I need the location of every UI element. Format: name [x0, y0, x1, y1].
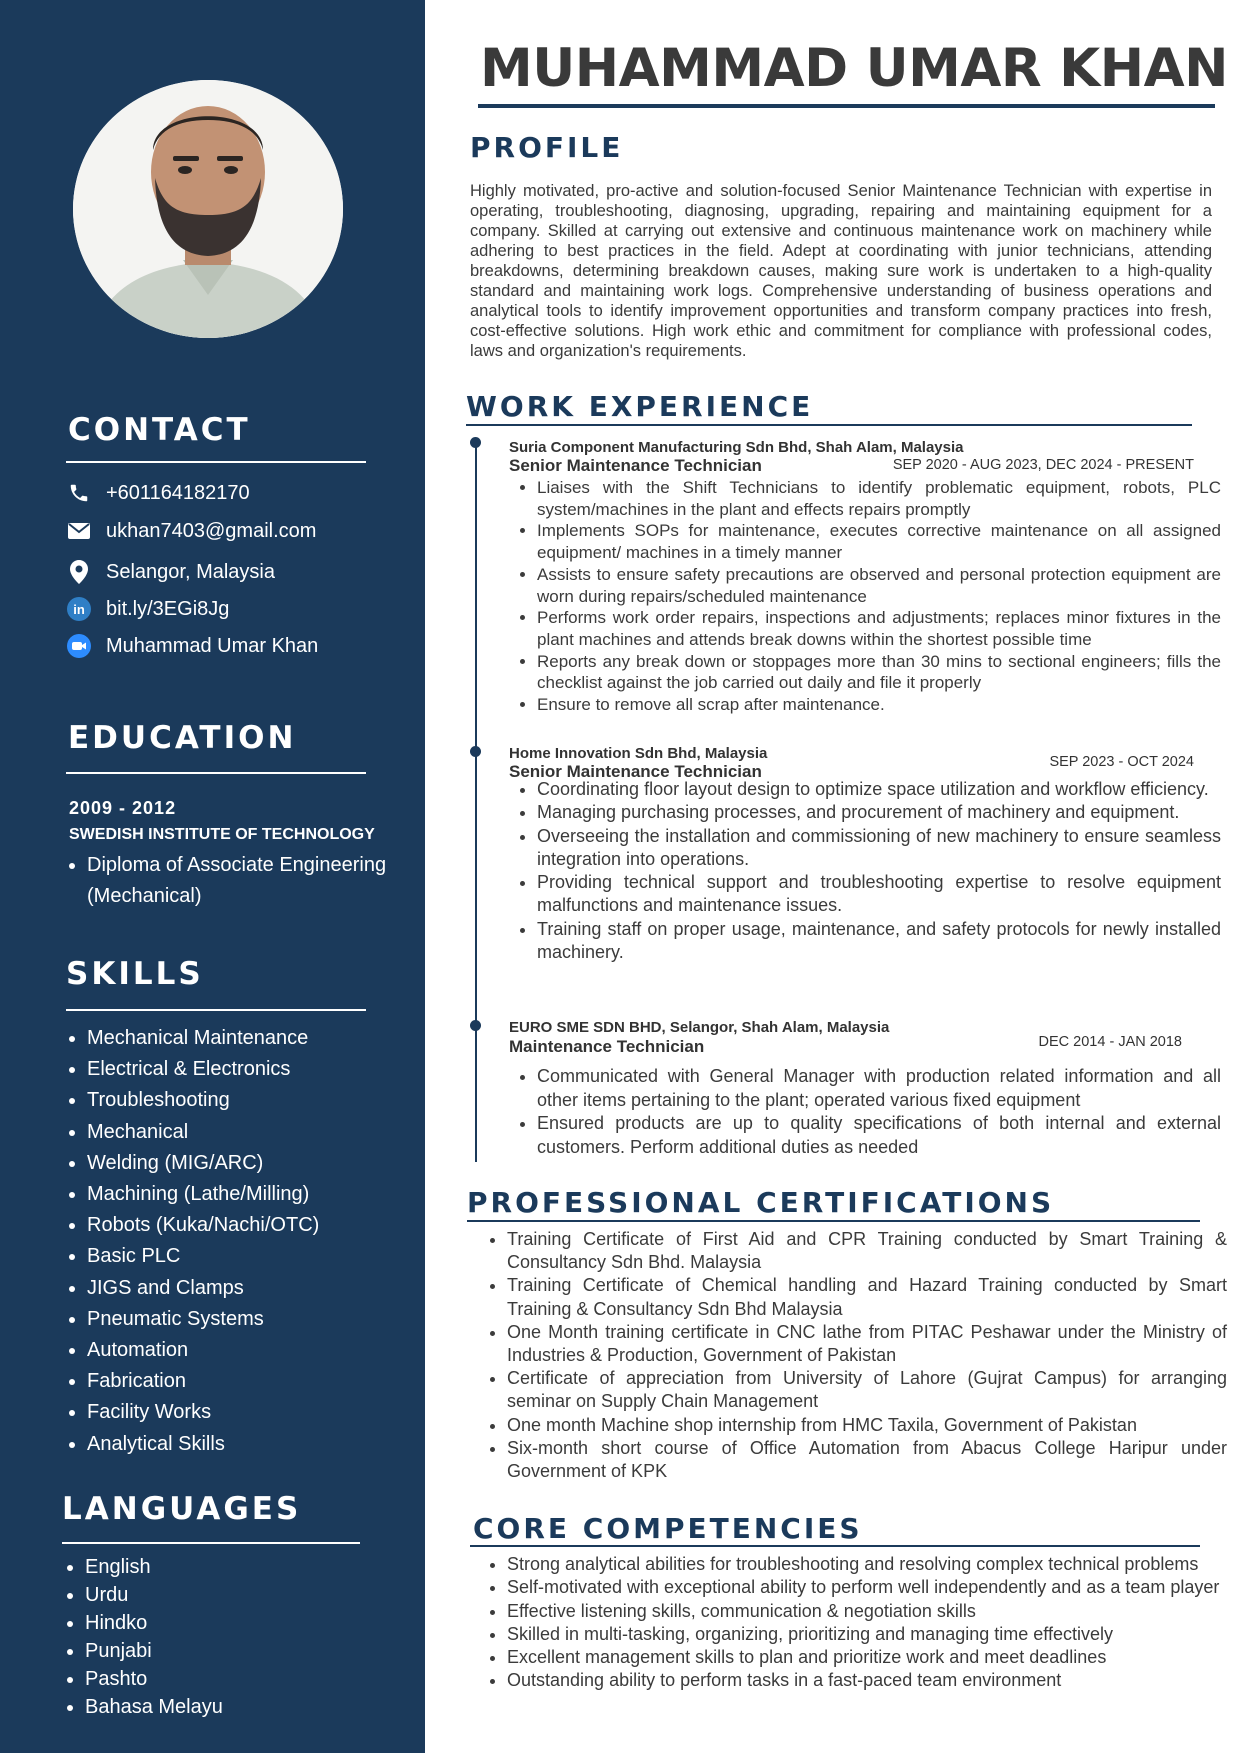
timeline-dot	[470, 1020, 481, 1031]
svg-text:in: in	[73, 602, 85, 617]
job-duty: • Liaises with the Shift Technicians to identify problematic equipment, robots, PLC system/machines in the plant and effects repairs promptly	[537, 477, 1221, 520]
job-duties-list	[509, 477, 1221, 716]
language-item: • Urdu	[85, 1581, 223, 1609]
job-company: EURO SME SDN BHD, Selangor, Shah Alam, Malaysia	[509, 1019, 890, 1036]
education-item: • Diploma of Associate Engineering (Mechanical)	[87, 850, 427, 912]
skill-item: • Troubleshooting	[87, 1085, 319, 1116]
education-years: 2009 - 2012	[69, 798, 177, 818]
certifications-divider	[467, 1220, 1200, 1222]
competency-item: • Outstanding ability to perform tasks in a fast-paced team environment	[507, 1669, 1227, 1692]
competencies-heading: CORE COMPETENCIES	[473, 1512, 863, 1545]
certification-item: • Training Certificate of Chemical handling and Hazard Training conducted by Smart Training & Consultancy Sdn Bhd Malaysia	[507, 1274, 1227, 1320]
language-item: • Bahasa Melayu	[85, 1693, 223, 1721]
certifications-heading: PROFESSIONAL CERTIFICATIONS	[467, 1186, 1055, 1219]
job-title: Maintenance Technician	[509, 1037, 705, 1056]
skill-item: • Automation	[87, 1335, 319, 1366]
competency-item: • Effective listening skills, communication & negotiation skills	[507, 1600, 1227, 1623]
job-duty: • Communicated with General Manager with production related information and all other items pertaining to the plant; operated various fixed equipment	[537, 1065, 1221, 1112]
competency-item: • Skilled in multi-tasking, organizing, prioritizing and managing time effectively	[507, 1623, 1227, 1646]
contact-zoom-text: Muhammad Umar Khan	[106, 634, 319, 657]
language-item: • Hindko	[85, 1609, 223, 1637]
contact-location-text: Selangor, Malaysia	[106, 560, 275, 583]
job-duties-list	[509, 1065, 1221, 1159]
profile-photo-image	[73, 80, 343, 338]
skill-item: • Basic PLC	[87, 1241, 319, 1272]
skill-item: • Facility Works	[87, 1397, 319, 1428]
language-item: • Pashto	[85, 1665, 223, 1693]
education-school: SWEDISH INSTITUTE OF TECHNOLOGY	[69, 826, 375, 843]
languages-list	[63, 1553, 223, 1721]
job-duty: • Ensured products are up to quality specifications of both internal and external customers. Perform additional duties as needed	[537, 1112, 1221, 1159]
job-duty: • Ensure to remove all scrap after maintenance.	[537, 694, 1221, 716]
certification-item: • One Month training certificate in CNC lathe from PITAC Peshawar under the Ministry of Industries & Production, Government of Pakistan	[507, 1321, 1227, 1367]
experience-timeline	[475, 440, 477, 1162]
job-duty: • Coordinating floor layout design to optimize space utilization and workflow efficiency.	[537, 778, 1221, 801]
contact-location	[66, 559, 275, 585]
job-duty: • Providing technical support and troubleshooting expertise to resolve equipment malfunctions and maintenance issues.	[537, 871, 1221, 918]
linkedin-icon	[66, 596, 92, 622]
contact-divider	[66, 461, 366, 463]
education-divider	[66, 772, 366, 774]
candidate-name: MUHAMMAD UMAR KHAN	[480, 38, 1228, 99]
contact-email[interactable]	[66, 518, 316, 544]
competencies-divider	[470, 1545, 1200, 1547]
competency-item: • Self-motivated with exceptional ability to perform well independently and as a team player	[507, 1576, 1227, 1599]
job-title: Senior Maintenance Technician	[509, 762, 762, 781]
experience-divider	[466, 424, 1192, 426]
timeline-dot	[470, 746, 481, 757]
skill-item: • Machining (Lathe/Milling)	[87, 1179, 319, 1210]
job-dates: SEP 2020 - AUG 2023, DEC 2024 - PRESENT	[892, 457, 1194, 473]
skill-item: • Fabrication	[87, 1366, 319, 1397]
profile-summary: Highly motivated, pro-active and solution-focused Senior Maintenance Technician with expertise in operating, troubleshooting, diagnosing, upgrading, repairing and maintaining equipment for a company. Skilled at carrying out extensive and continuous maintenance work on machinery while adhering to best practices in the field. Adept at coordinating with junior technicians, attending breakdowns, determining breakdown causes, making sure work is undertaken to a high-quality standard and maintaining work logs. Comprehensive understanding of business operations and analytical tools to identify improvement opportunities and transform company practices into fresh, cost-effective solutions. High work ethic and commitment for compliance with professional codes, laws and organization's requirements.	[470, 182, 1212, 360]
education-heading: EDUCATION	[68, 720, 297, 756]
name-underline	[478, 104, 1215, 108]
certifications-list	[479, 1228, 1227, 1483]
contact-linkedin-text: bit.ly/3EGi8Jg	[106, 597, 230, 620]
job-dates: DEC 2014 - JAN 2018	[1038, 1034, 1182, 1050]
contact-phone-text: +601164182170	[106, 481, 250, 504]
competencies-list	[479, 1553, 1227, 1693]
contact-email-text: ukhan7403@gmail.com	[106, 519, 317, 542]
job-dates: SEP 2023 - OCT 2024	[1049, 754, 1194, 770]
competency-item: • Excellent management skills to plan and prioritize work and meet deadlines	[507, 1646, 1227, 1669]
certification-item: • Training Certificate of First Aid and CPR Training conducted by Smart Training & Consultancy Sdn Bhd. Malaysia	[507, 1228, 1227, 1274]
mail-icon	[66, 518, 92, 544]
skill-item: • Analytical Skills	[87, 1429, 319, 1460]
job-duty: • Overseeing the installation and commissioning of new machinery to ensure seamless integration into operations.	[537, 825, 1221, 872]
language-item: • Punjabi	[85, 1637, 223, 1665]
contact-heading: CONTACT	[68, 412, 251, 448]
education-list	[66, 850, 427, 912]
language-item: • English	[85, 1553, 223, 1581]
skill-item: • Electrical & Electronics	[87, 1054, 319, 1085]
sidebar	[0, 0, 425, 1753]
job-company: Suria Component Manufacturing Sdn Bhd, Shah Alam, Malaysia	[509, 439, 964, 456]
job-duty: • Assists to ensure safety precautions are observed and personal protection equipment are worn during repairs/scheduled maintenance	[537, 564, 1221, 607]
skills-list	[65, 1023, 319, 1460]
skill-item: • JIGS and Clamps	[87, 1273, 319, 1304]
job-company: Home Innovation Sdn Bhd, Malaysia	[509, 745, 768, 762]
certification-item: • Certificate of appreciation from University of Lahore (Gujrat Campus) for arranging seminar on Supply Chain Management	[507, 1367, 1227, 1413]
skill-item: • Welding (MIG/ARC)	[87, 1148, 319, 1179]
skill-item: • Robots (Kuka/Nachi/OTC)	[87, 1210, 319, 1241]
profile-heading: PROFILE	[470, 131, 624, 164]
languages-divider	[62, 1542, 360, 1544]
certification-item: • Six-month short course of Office Automation from Abacus College Haripur under Government of KPK	[507, 1437, 1227, 1483]
location-icon	[66, 559, 92, 585]
job-duties-list	[509, 778, 1221, 964]
job-title: Senior Maintenance Technician	[509, 456, 762, 475]
phone-icon	[66, 480, 92, 506]
contact-zoom[interactable]	[66, 633, 318, 659]
skill-item: • Mechanical	[87, 1117, 319, 1148]
skills-heading: SKILLS	[66, 956, 204, 992]
zoom-icon	[66, 633, 92, 659]
contact-phone[interactable]	[66, 480, 250, 506]
job-duty: • Training staff on proper usage, maintenance, and safety protocols for newly installed machinery.	[537, 918, 1221, 965]
job-duty: • Reports any break down or stoppages more than 30 mins to sectional engineers; fills the checklist against the job carried out daily and file it properly	[537, 651, 1221, 694]
languages-heading: LANGUAGES	[62, 1491, 302, 1527]
job-duty: • Performs work order repairs, inspections and adjustments; replaces minor fixtures in the plant machines and attends break downs within the shortest possible time	[537, 607, 1221, 650]
timeline-dot	[470, 437, 481, 448]
profile-photo	[73, 80, 343, 338]
skills-divider	[66, 1009, 366, 1011]
competency-item: • Strong analytical abilities for troubleshooting and resolving complex technical problems	[507, 1553, 1227, 1576]
skill-item: • Mechanical Maintenance	[87, 1023, 319, 1054]
job-duty: • Implements SOPs for maintenance, executes corrective maintenance on all assigned equipment/ machines in a timely manner	[537, 520, 1221, 563]
job-duty: • Managing purchasing processes, and procurement of machinery and equipment.	[537, 801, 1221, 824]
experience-heading: WORK EXPERIENCE	[466, 390, 814, 423]
contact-linkedin[interactable]	[66, 596, 229, 622]
skill-item: • Pneumatic Systems	[87, 1304, 319, 1335]
certification-item: • One month Machine shop internship from HMC Taxila, Government of Pakistan	[507, 1414, 1227, 1437]
